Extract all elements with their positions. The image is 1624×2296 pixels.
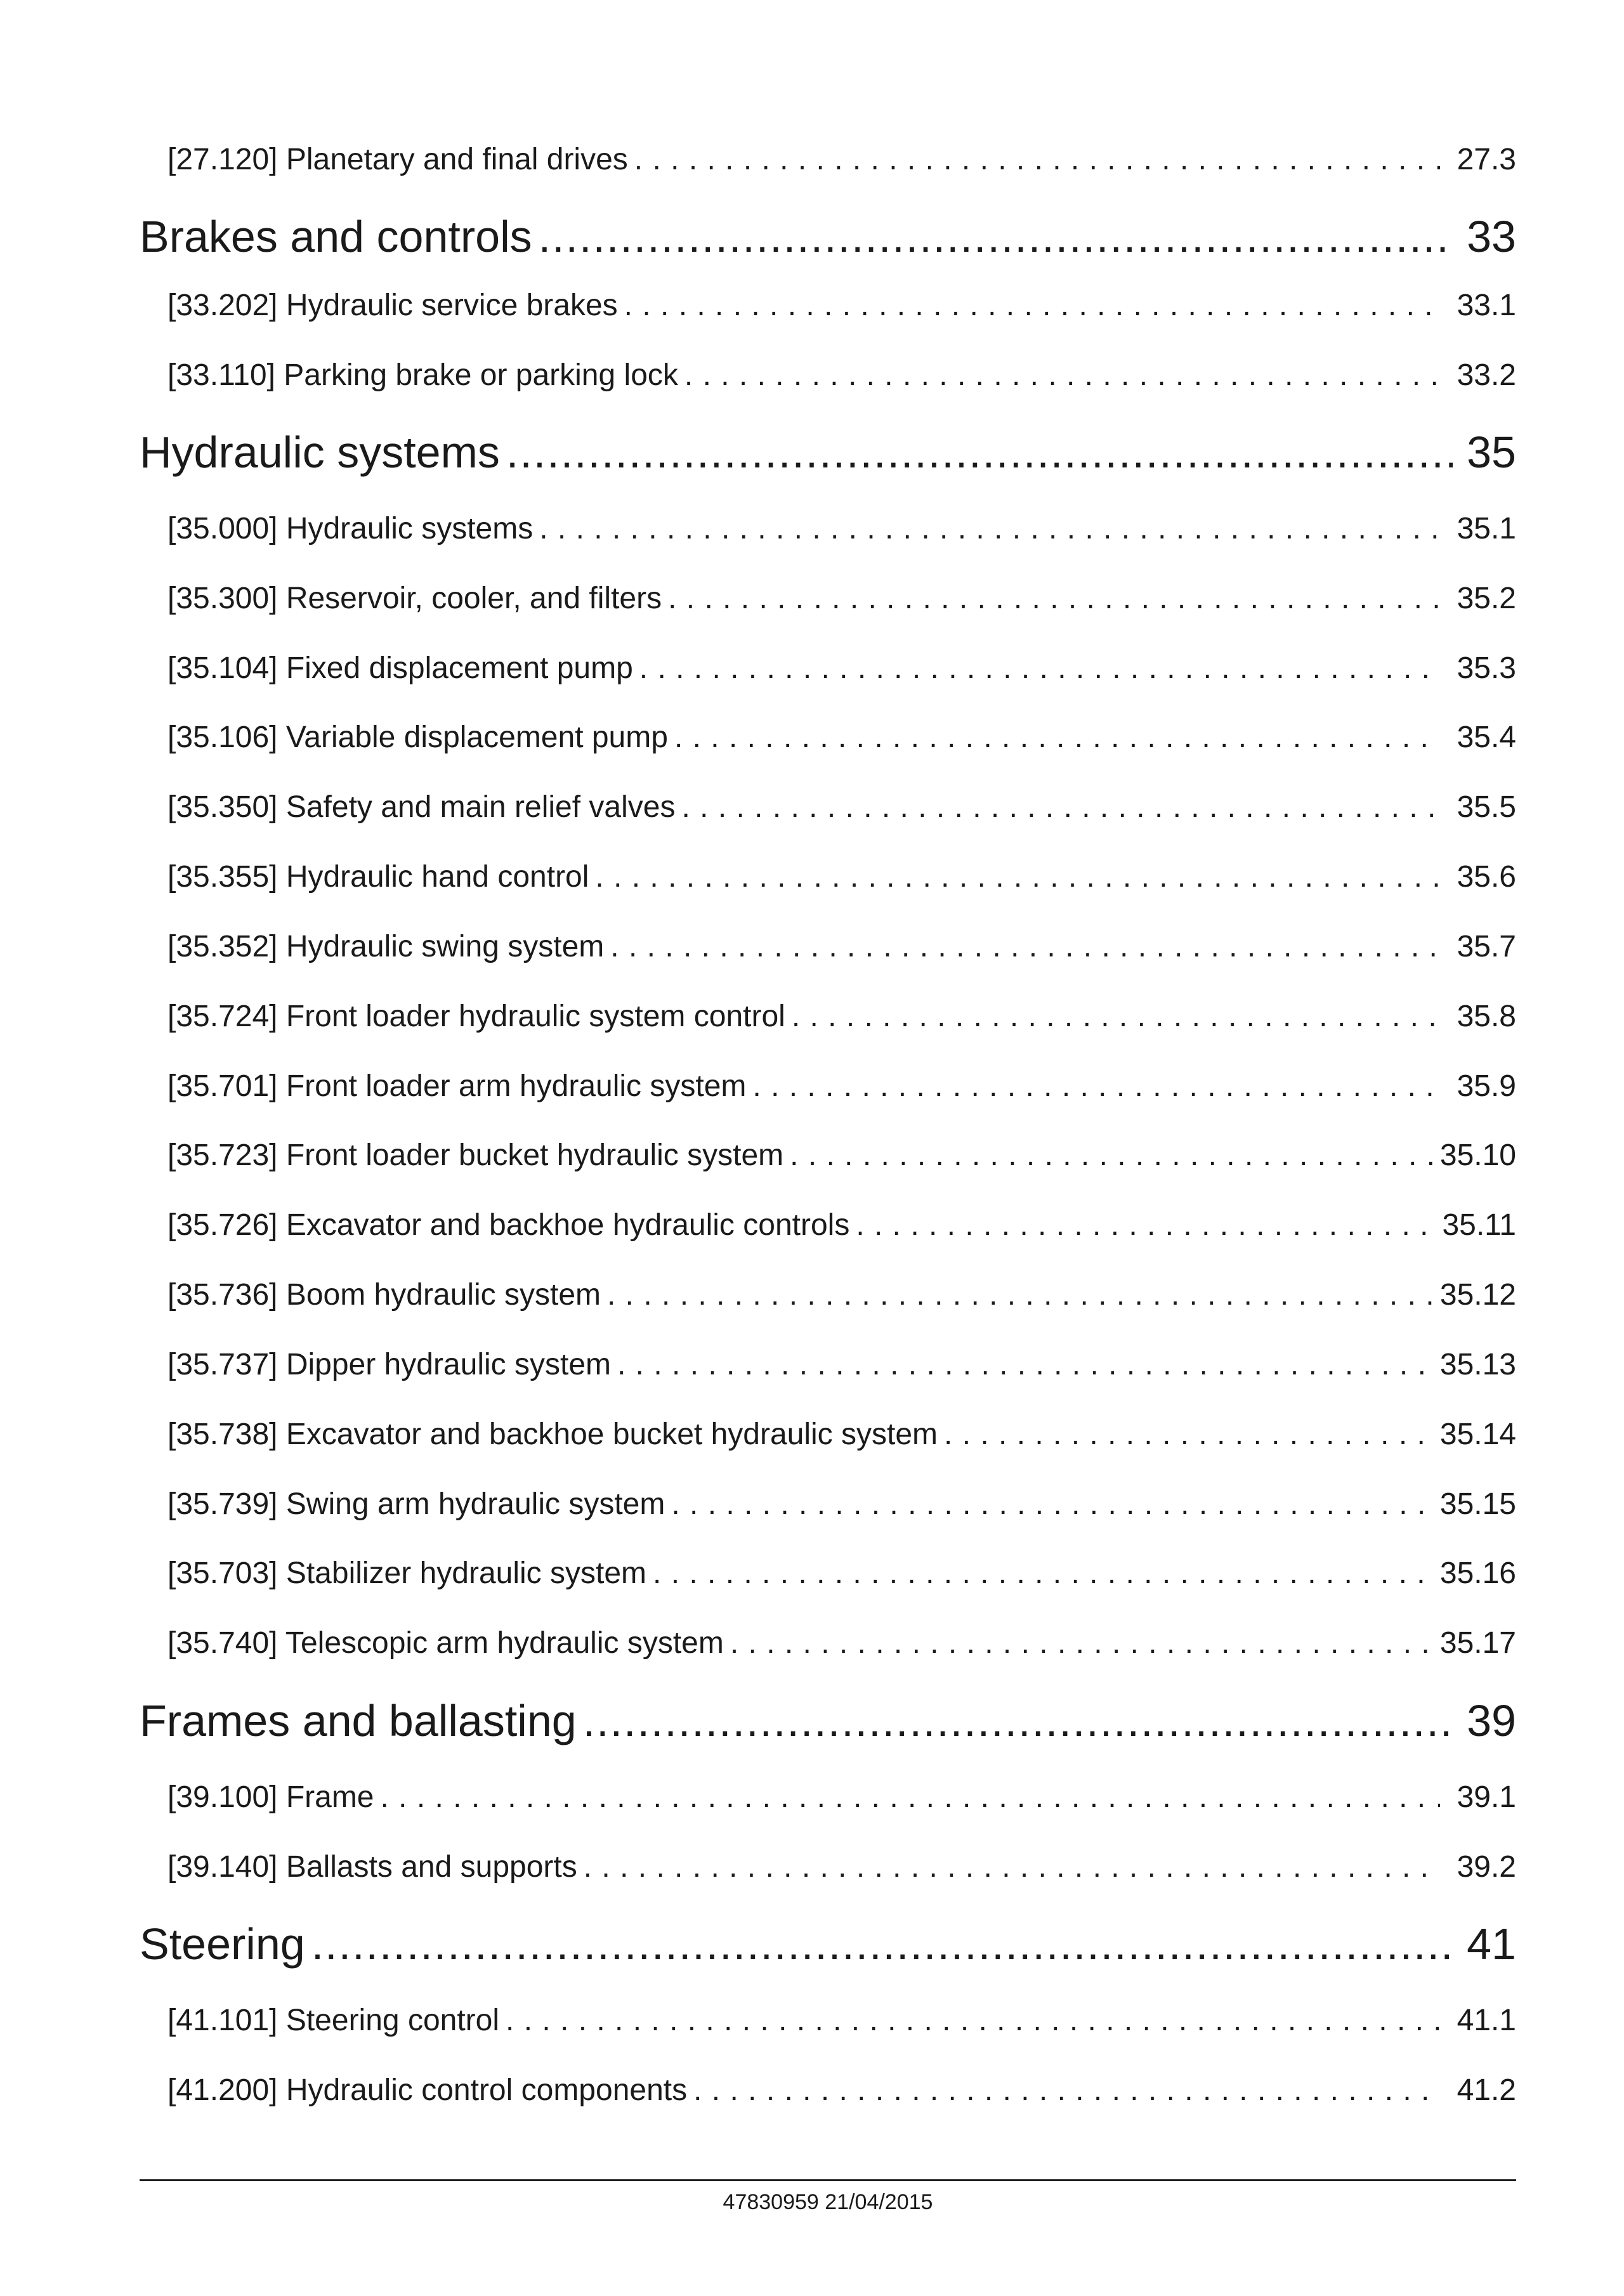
toc-entry[interactable]: [167, 788, 1516, 826]
dot-leader: [583, 1693, 1453, 1748]
toc-entry-title: [27.120] Planetary and final drives: [167, 143, 628, 176]
dot-leader: [674, 719, 1440, 757]
toc-section-page: 39: [1467, 1696, 1516, 1745]
dot-leader: [595, 858, 1440, 896]
toc-entry-title: [35.736] Boom hydraulic system: [167, 1278, 601, 1312]
dot-leader: [624, 287, 1440, 325]
toc-entry-page: 39.1: [1457, 1780, 1516, 1814]
toc-entry[interactable]: [167, 1067, 1516, 1106]
toc-entry[interactable]: [167, 2071, 1516, 2110]
toc-entry-page: 27.3: [1457, 143, 1516, 176]
dot-leader: [607, 1276, 1434, 1314]
toc-entry[interactable]: [167, 649, 1516, 688]
dot-leader: [506, 2002, 1440, 2040]
toc-section-title: Hydraulic systems: [140, 427, 500, 477]
toc-entry-title: [41.101] Steering control: [167, 2004, 500, 2037]
toc-entry-page: 35.3: [1457, 651, 1516, 685]
toc-entry-page: 35.11: [1442, 1208, 1516, 1242]
toc-entry-page: 35.16: [1439, 1556, 1516, 1590]
toc-entry-title: [35.726] Excavator and backhoe hydraulic controls: [167, 1208, 850, 1242]
dot-leader: [681, 788, 1440, 826]
toc-entry-title: [35.737] Dipper hydraulic system: [167, 1348, 611, 1381]
toc-entry[interactable]: [167, 1555, 1516, 1593]
toc-entry-title: [35.738] Excavator and backhoe bucket hydraulic system: [167, 1418, 938, 1451]
toc-entry-title: [35.106] Variable displacement pump: [167, 721, 668, 754]
toc-entry-title: [39.140] Ballasts and supports: [167, 1850, 577, 1884]
toc-entry[interactable]: [167, 356, 1516, 395]
toc-section-page: 35: [1467, 427, 1516, 477]
dot-leader: [790, 1137, 1434, 1175]
toc-entry-page: 35.17: [1439, 1626, 1516, 1660]
toc-entry[interactable]: [167, 1778, 1516, 1817]
dot-leader: [752, 1067, 1440, 1106]
dot-leader: [944, 1416, 1434, 1454]
dot-leader: [381, 1778, 1441, 1817]
toc-entry-page: 35.4: [1457, 721, 1516, 754]
toc-entry[interactable]: [167, 141, 1516, 179]
toc-entry[interactable]: [167, 2002, 1516, 2040]
toc-entry-page: 35.10: [1439, 1138, 1516, 1172]
toc-entry-page: 33.1: [1457, 289, 1516, 322]
footer-document-code: 47830959 21/04/2015: [723, 2190, 933, 2214]
toc-section[interactable]: [140, 425, 1516, 479]
toc-section[interactable]: [140, 1917, 1516, 1971]
dot-leader: [792, 998, 1440, 1036]
dot-leader: [684, 356, 1440, 395]
toc-entry-title: [35.355] Hydraulic hand control: [167, 860, 589, 894]
toc-entry-title: [35.740] Telescopic arm hydraulic system: [167, 1626, 724, 1660]
toc-entry-page: 41.2: [1457, 2073, 1516, 2107]
toc-entry-page: 35.6: [1457, 860, 1516, 894]
toc-entry[interactable]: [167, 287, 1516, 325]
toc-entry[interactable]: [167, 1485, 1516, 1523]
dot-leader: [617, 1346, 1434, 1384]
toc-section[interactable]: [140, 1693, 1516, 1748]
dot-leader: [693, 2071, 1440, 2110]
dot-leader: [539, 510, 1440, 548]
toc-entry[interactable]: [167, 1206, 1516, 1244]
toc-entry-title: [35.701] Front loader arm hydraulic system: [167, 1069, 747, 1103]
toc-entry[interactable]: [167, 1624, 1516, 1662]
dot-leader: [584, 1848, 1440, 1886]
toc-section-title: Steering: [140, 1919, 305, 1969]
toc-entry-page: 35.13: [1439, 1348, 1516, 1381]
toc-entry-page: 35.14: [1439, 1418, 1516, 1451]
toc-entry-page: 35.9: [1457, 1069, 1516, 1103]
toc-entry-page: 35.1: [1457, 512, 1516, 545]
toc-entry-page: 35.12: [1439, 1278, 1516, 1312]
toc-entry-page: 35.15: [1439, 1487, 1516, 1521]
toc-entry-page: 41.1: [1457, 2004, 1516, 2037]
toc-entry-title: [33.202] Hydraulic service brakes: [167, 289, 618, 322]
toc-entry-page: 35.5: [1457, 790, 1516, 824]
toc-entry-title: [35.703] Stabilizer hydraulic system: [167, 1556, 647, 1590]
toc-entry-title: [41.200] Hydraulic control components: [167, 2073, 688, 2107]
dot-leader: [653, 1555, 1434, 1593]
toc-entry-title: [35.723] Front loader bucket hydraulic system: [167, 1138, 784, 1172]
dot-leader: [856, 1206, 1436, 1244]
toc-section-title: Brakes and controls: [140, 212, 532, 261]
toc-entry[interactable]: [167, 1276, 1516, 1314]
toc-entry-page: 35.7: [1457, 930, 1516, 963]
toc-entry-title: [35.000] Hydraulic systems: [167, 512, 534, 545]
dot-leader: [311, 1917, 1453, 1971]
dot-leader: [610, 928, 1440, 966]
toc-entry-title: [33.110] Parking brake or parking lock: [167, 358, 678, 392]
toc-entry[interactable]: [167, 510, 1516, 548]
toc-entry-title: [35.739] Swing arm hydraulic system: [167, 1487, 665, 1521]
dot-leader: [634, 141, 1440, 179]
toc-entry-page: 35.8: [1457, 1000, 1516, 1033]
toc-entry-title: [35.104] Fixed displacement pump: [167, 651, 633, 685]
toc-entry-title: [35.300] Reservoir, cooler, and filters: [167, 582, 662, 615]
toc-entry[interactable]: [167, 1137, 1516, 1175]
dot-leader: [506, 425, 1453, 479]
footer-divider: [140, 2179, 1516, 2181]
dot-leader: [639, 649, 1440, 688]
dot-leader: [730, 1624, 1434, 1662]
toc-entry[interactable]: [167, 580, 1516, 618]
toc-entry-title: [35.352] Hydraulic swing system: [167, 930, 605, 963]
toc-entry-page: 35.2: [1457, 582, 1516, 615]
dot-leader: [539, 209, 1453, 264]
toc-entry[interactable]: [167, 719, 1516, 757]
toc-entry[interactable]: [167, 998, 1516, 1036]
toc-entry[interactable]: [167, 1848, 1516, 1886]
toc-entry-title: [39.100] Frame: [167, 1780, 374, 1814]
dot-leader: [668, 580, 1440, 618]
toc-entry-title: [35.350] Safety and main relief valves: [167, 790, 676, 824]
toc-entry-page: 39.2: [1457, 1850, 1516, 1884]
toc-entry[interactable]: [167, 928, 1516, 966]
toc-entry[interactable]: [167, 1416, 1516, 1454]
toc-entry[interactable]: [167, 858, 1516, 896]
toc-section-title: Frames and ballasting: [140, 1696, 577, 1745]
toc-entry-page: 33.2: [1457, 358, 1516, 392]
toc-entry-title: [35.724] Front loader hydraulic system control: [167, 1000, 785, 1033]
toc-section[interactable]: [140, 209, 1516, 264]
toc-entry[interactable]: [167, 1346, 1516, 1384]
toc-section-page: 41: [1467, 1919, 1516, 1969]
dot-leader: [671, 1485, 1434, 1523]
toc-section-page: 33: [1467, 212, 1516, 261]
